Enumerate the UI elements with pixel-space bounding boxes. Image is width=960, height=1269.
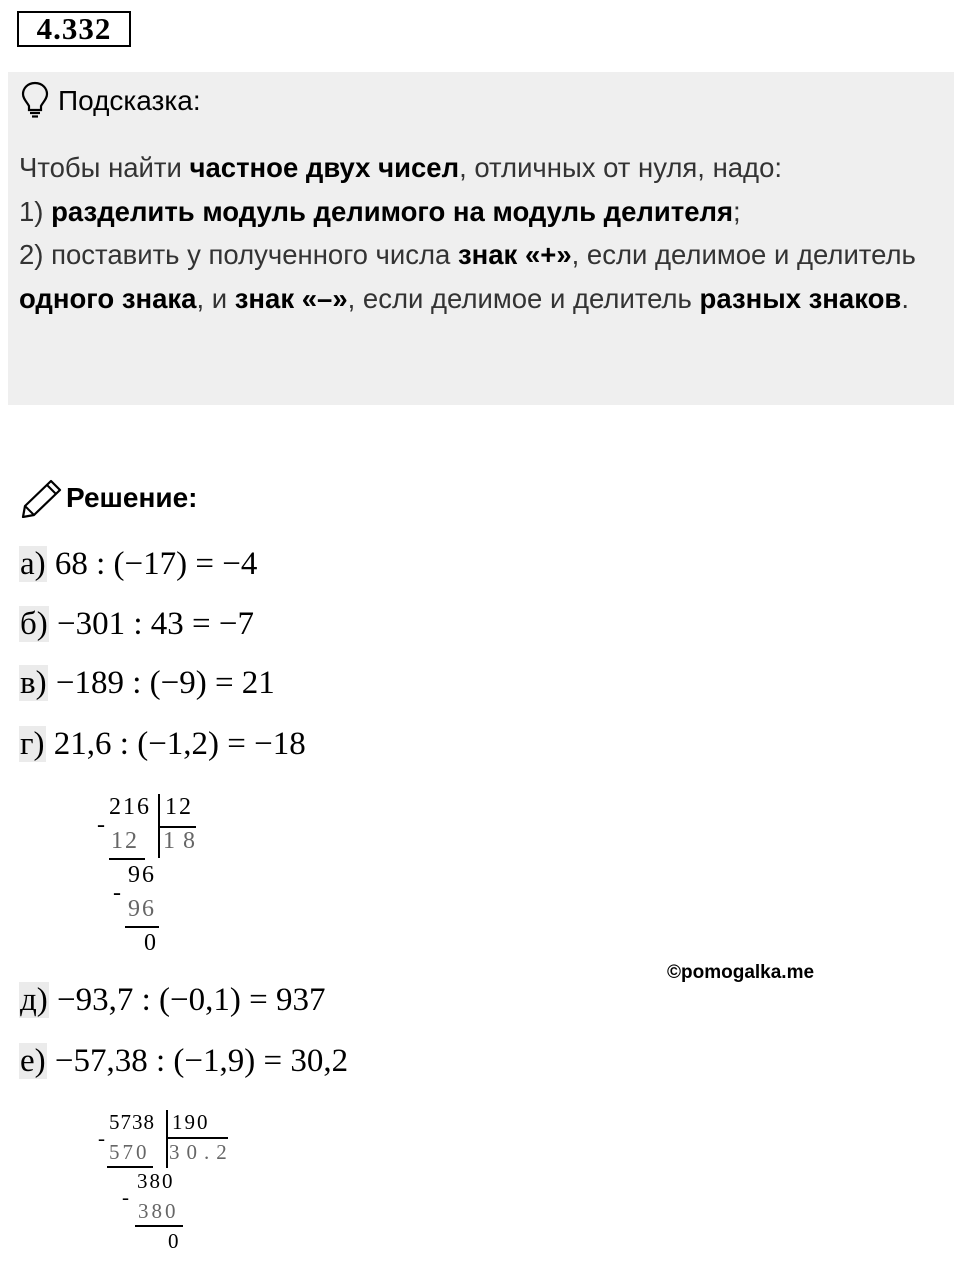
solution-item-v: в) −189 : (−9) = 21 (20, 665, 275, 701)
subtrahend-1: 12 (111, 828, 139, 854)
solution-title: Решение: (66, 482, 198, 513)
solution-item-e: е) −57,38 : (−1,9) = 30,2 (20, 1043, 349, 1079)
subtraction-line (125, 926, 159, 928)
divisor: 12 (165, 794, 193, 820)
solution-item-g: г) 21,6 : (−1,2) = −18 (20, 726, 306, 762)
subtrahend-1: 570 (109, 1140, 150, 1164)
long-division-2 (97, 1108, 237, 1258)
hint-line-2: 1) разделить модуль делимого на модуль делителя; (19, 195, 741, 227)
remainder-2: 0 (168, 1229, 179, 1253)
quotient: 30.2 (169, 1140, 234, 1164)
dividend: 216 (109, 794, 151, 820)
quotient: 18 (163, 828, 203, 854)
hint-line-3: 2) поставить у полученного числа знак «+», если делимое и делитель одного знака, и знак «–», если делимое и делитель разных знаков. (19, 239, 916, 314)
solution-item-d: д) −93,7 : (−0,1) = 937 (20, 982, 326, 1018)
minus-sign: - (113, 880, 121, 906)
hint-line-1: Чтобы найти частное двух чисел, отличных от нуля, надо: (19, 152, 783, 183)
subtraction-line (107, 1166, 153, 1168)
lightbulb-icon (20, 80, 50, 120)
dividend: 5738 (109, 1110, 155, 1134)
hint-title: Подсказка: (58, 85, 201, 116)
long-division-1 (95, 792, 205, 962)
remainder-1: 96 (128, 862, 156, 888)
subtrahend-2: 380 (138, 1199, 179, 1223)
solution-item-b: б) −301 : 43 = −7 (20, 606, 255, 642)
divider-horizontal (158, 826, 196, 828)
pencil-icon (20, 478, 64, 518)
task-number: 4.332 (17, 11, 131, 47)
minus-sign: - (98, 1126, 105, 1150)
divider-horizontal (166, 1137, 228, 1139)
subtrahend-2: 96 (128, 896, 156, 922)
solution-item-a: а) 68 : (−17) = −4 (20, 546, 258, 582)
divisor: 190 (172, 1110, 210, 1134)
remainder-2: 0 (144, 930, 156, 956)
remainder-1: 380 (137, 1169, 175, 1193)
minus-sign: - (97, 812, 105, 838)
subtraction-line (135, 1225, 183, 1227)
subtraction-line (109, 858, 145, 860)
divider-vertical (166, 1110, 168, 1168)
minus-sign: - (122, 1185, 129, 1209)
hint-text (19, 146, 949, 320)
watermark: ©pomogalka.me (667, 962, 815, 983)
